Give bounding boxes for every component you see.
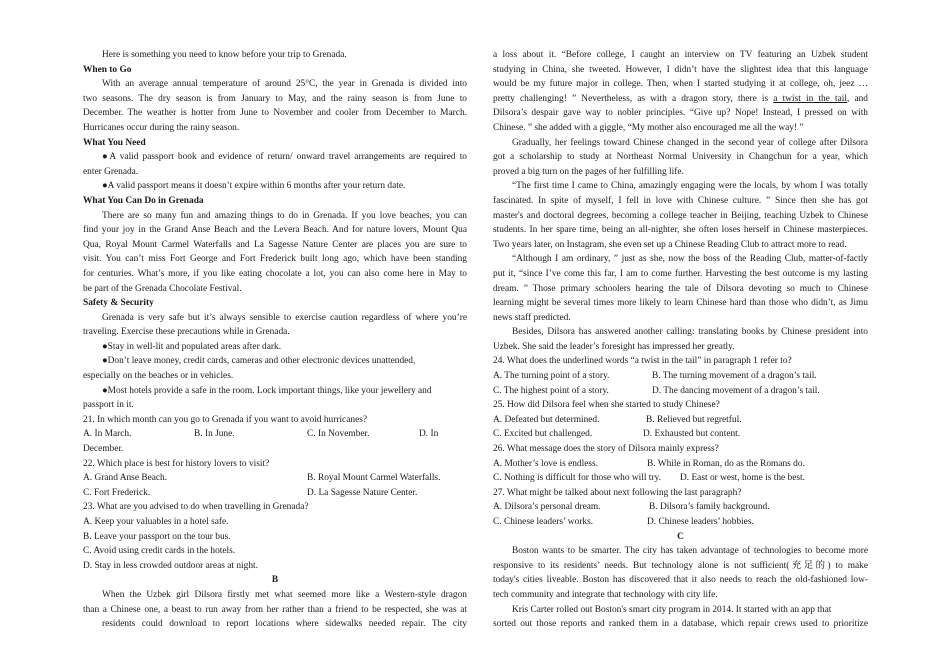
option-b: B. While in Roman, do as the Romans do. [647,458,805,469]
paragraph-line: residents could download to report locations where sidewalks needed repair. The city [102,619,467,630]
paragraph-line: learning might be several times more likely to learn Chinese hard than those who didn’t, as Jimu [493,298,868,309]
question-22: 22. Which place is best for history lovers to visit? [83,458,270,469]
bullet-line: ●Don’t leave money, credit cards, cameras and other electronic devices unattended, [102,356,416,367]
paragraph-line: Uzbek. She said the leader’s foresight has impressed her greatly. [493,341,735,352]
section-heading-when-to-go: When to Go [83,64,132,75]
bullet-line: ●A valid passport means it doesn’t expire within 6 months after your return date. [102,181,406,192]
question-24: 24. What does the underlined words “a twist in the tail” in paragraph 1 refer to? [493,356,792,367]
question-21-options [83,427,467,442]
paragraph-line: would be my future major in college. Then, when I started studying it at college, oh, jeez … [493,79,868,90]
option-c: C. Excited but challenged. [493,429,593,440]
option-a: A. Dilsora’s personal dream. [493,502,601,513]
option-b: B. The turning movement of a dragon’s tail. [652,371,817,382]
intro-line: Here is something you need to know before your trip to Grenada. [102,50,347,60]
option-a: A. The turning point of a story. [493,371,610,382]
paragraph-line: master's and doctoral degrees, becoming a college teacher in Beijing, teaching Uzbek to Chinese [493,210,868,221]
paragraph-line: December. The weather is hotter from June to November and cooler from December to March. [83,108,467,119]
option-c: C. The highest point of a story. [493,385,609,396]
paragraph-line: Gradually, her feelings toward Chinese changed in the second year of college after Dilsora [512,137,868,148]
question-21: 21. In which month can you go to Grenada if you want to avoid hurricanes? [83,414,368,425]
paragraph-line: be part of the Grenada Chocolate Festival. [83,283,242,294]
paragraph-line-with-underline [493,92,868,107]
question-25-options-row2 [493,427,868,442]
paragraph-line: With an average annual temperature of around 25°C, the year in Grenada is divided into [102,79,467,90]
right-column [493,48,868,632]
option-a: A. Grand Anse Beach. [83,473,168,484]
option-a: A. In March. [83,429,132,440]
paragraph-line: proved a big turn on the pages of her fulfilling life. [493,166,684,177]
option-c: C. Nothing is difficult for those who will try. [493,473,661,484]
bullet-line: ●Stay in well-lit and populated areas after dark. [102,341,282,352]
option-d: D. The dancing movement of a dragon’s tail. [652,385,820,396]
question-23: 23. What are you advised to do when travelling in Grenada? [83,502,309,513]
option-b: B. Leave your passport on the tour bus. [83,531,231,542]
paragraph-line: a loss about it. “Before college, I caught an interview on TV featuring an Uzbek student [493,50,868,60]
paragraph-line: There are so many fun and amazing things to do in Grenada. If you love beaches, you can [102,210,467,221]
question-22-options-row2 [83,486,467,501]
option-c: C. Chinese leaders’ works. [493,517,594,527]
question-24-options-row1 [493,369,868,384]
paragraph-line: Two years later, on Instagram, she even set up a Chinese Reading Club to attract more to read. [493,239,847,250]
option-d: D. East or west, home is the best. [680,473,805,484]
text: pretty challenging! ” Nevertheless, as with a dragon story, there is [493,93,774,104]
paragraph-line: Hurricanes occur during the rainy season. [83,122,240,133]
question-27-options-row1 [493,500,868,515]
option-c: C. Fort Frederick. [83,487,151,498]
paragraph-line: Chinese. ” she added with a giggle, “My mother also encouraged me all the way! ” [493,122,804,133]
paragraph-line: for centuries. What’s more, if you like eating chocolate a lot, you can also come here in May to [83,268,467,279]
paragraph-line: Boston wants to be smarter. The city has taken advantage of technologies to become more [512,546,868,557]
question-24-options-row2 [493,384,868,399]
paragraph-line: fascinated. In spite of myself, I fell in love with Chinese culture. ” Since then she has got [493,195,868,206]
question-22-options-row1 [83,471,467,486]
question-26-options-row1 [493,457,868,472]
question-27-options-row2 [493,515,868,530]
paragraph-line: got a scholarship to study at Northeast Normal University in Changchun for a year, which [493,152,868,163]
question-25-options-row1 [493,413,868,428]
bullet-line: enter Grenada. [83,166,139,177]
bullet-line: passport in it. [83,400,134,411]
paragraph-line: “The first time I came to China, amazingly engaging were the locals, by whom I was totally [512,181,868,192]
paragraph-line: When the Uzbek girl Dilsora firstly met what seemed more like a Western-style dragon [102,589,467,600]
paragraph-line: responsive to its residents’ needs. But technology alone is not sufficient(充足的) to make [493,560,868,571]
section-heading-safety: Safety & Security [83,298,154,309]
paragraph-line: Grenada is very safe but it’s always sensible to exercise caution regardless of where you’re [102,312,467,323]
underlined-phrase: a twist in the tail [773,93,847,104]
bullet-line: ●Most hotels provide a safe in the room. Lock important things, like your jewellery and [102,385,432,396]
option-d: D. Chinese leaders’ hobbies. [647,517,754,527]
option-d-continued: December. [83,444,124,455]
section-heading-what-you-can-do: What You Can Do in Grenada [83,195,204,206]
question-26: 26. What message does the story of Dilsora mainly express? [493,444,719,455]
option-c: C. In November. [307,429,370,440]
paragraph-line: visit. You can’t miss Fort George and Fort Frederick built long ago, which have been standing [83,254,467,265]
paragraph-line: sorted out those reports and ranked them in a database, which repair crews used to prioritize [493,619,868,630]
option-b: B. Royal Mount Carmel Waterfalls. [307,473,441,484]
option-a: A. Defeated but determined. [493,414,600,425]
paragraph-line: Besides, Dilsora has answered another calling: translating books by Chinese president into [512,327,868,338]
paragraph-line: today's cities liveable. Boston has discovered that it also needs to reach the old-fashioned low- [493,575,868,586]
option-d: D. In [419,429,439,440]
paragraph-line: tech community and integrate that technology with city life. [493,589,718,600]
left-column [83,48,467,632]
paragraph-line: two seasons. The dry season is from January to May, and the rainy season is from June to [83,93,467,104]
option-c: C. Avoid using credit cards in the hotels. [83,546,236,557]
question-27: 27. What might be talked about next following the last paragraph? [493,487,742,498]
paragraph-line: Dilsora’s despair gave way to nobler principles. “Give up? Nope! Instead, I pressed on with [493,108,868,119]
option-b: B. In June. [194,429,235,440]
bullet-line: ●A valid passport book and evidence of return/ onward travel arrangements are required to [102,152,467,163]
passage-c-label: C [677,531,684,542]
text: , and [846,93,868,104]
paragraph-line: Kris Carter rolled out Boston's smart city program in 2014. It started with an app that [512,604,832,615]
section-heading-what-you-need: What You Need [83,137,146,148]
bullet-line: especially on the beaches or in vehicles. [83,371,234,382]
question-26-options-row2 [493,471,868,486]
passage-b-label: B [271,575,279,586]
option-d: D. Stay in less crowded outdoor areas at night. [83,560,258,571]
paragraph-line: traveling. Exercise these precautions while in Grenada. [83,327,290,338]
paragraph-line: Qua, Royal Mount Carmel Waterfalls and La Sagesse Nature Center are places you are sure to [83,239,467,250]
question-25: 25. How did Dilsora feel when she started to study Chinese? [493,400,720,411]
option-b: B. Relieved but regretful. [646,414,742,425]
paragraph-line: than a Chinese one, a beast to run away from her rather than a friend to be respected, she was at [83,604,467,615]
option-a: A. Mother’s love is endless. [493,458,599,469]
option-a: A. Keep your valuables in a hotel safe. [83,517,229,527]
paragraph-line: find your joy in the Grand Anse Beach and the Levera Beach. And for nature lovers, Mount Qua [83,225,467,236]
paragraph-line: students. In her spare time, being an all-nighter, she often loses herself in Chinese masterpieces. [493,225,868,236]
paragraph-line: dream. ” Those primary schoolers hearing the tale of Dilsora devoting so much to Chinese [493,283,868,294]
option-d: D. La Sagesse Nature Center. [307,487,418,498]
option-b: B. Dilsora’s family background. [649,502,770,513]
paragraph-line: “Although I am ordinary, ” just as she, now the boss of the Reading Club, matter-of-factly [512,254,868,265]
option-d: D. Exhausted but content. [643,429,741,440]
paragraph-line: put it, “since I’ve come this far, I am to come further. Harvesting the best outcome is my lasting [493,268,868,279]
paragraph-line: news staff predicted. [493,312,571,323]
paragraph-line: studying in China, she tweeted. However, I didn’t have the slightest idea that this language [493,64,868,75]
